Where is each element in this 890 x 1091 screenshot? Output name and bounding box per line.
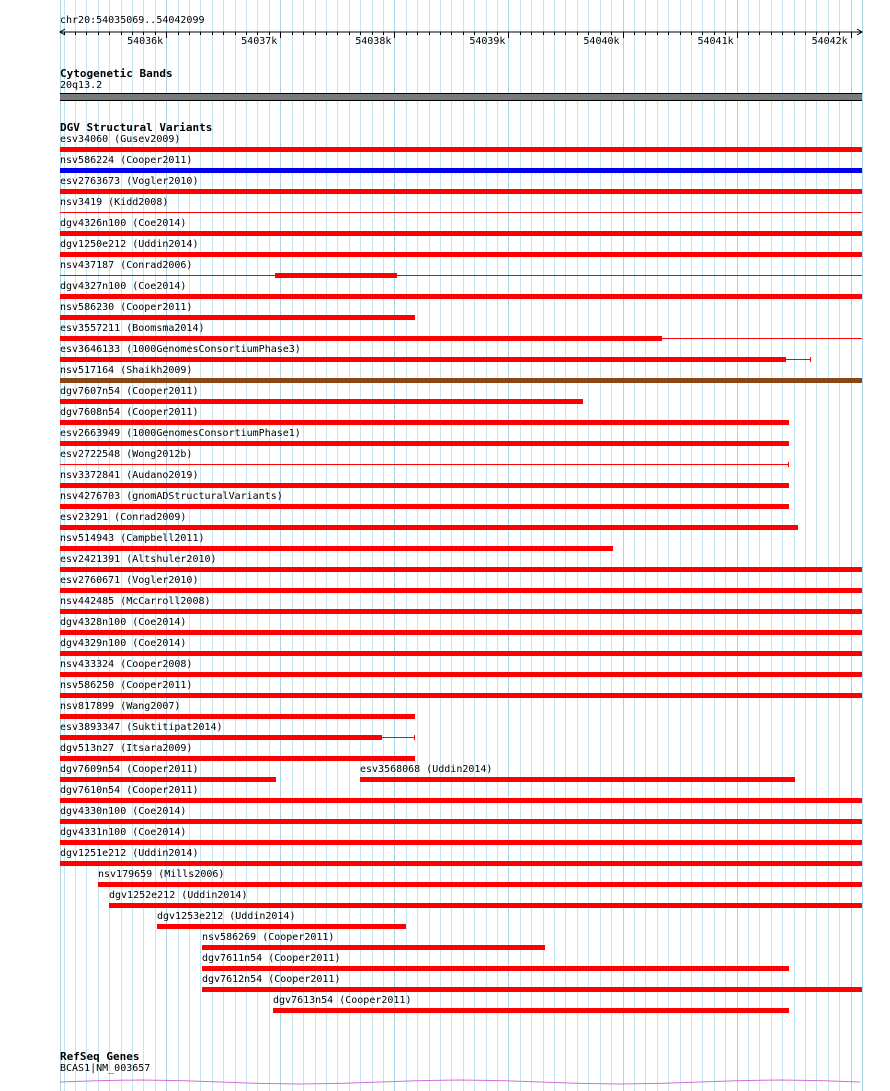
variant-bar[interactable] <box>60 756 415 761</box>
variant-bar[interactable] <box>202 945 545 950</box>
grid-line <box>623 0 624 1091</box>
variant-label[interactable]: esv2663949 (1000GenomesConsortiumPhase1) <box>60 428 301 439</box>
grid-line <box>691 0 692 1091</box>
variant-bar[interactable] <box>60 336 662 341</box>
variant-bar[interactable] <box>60 735 382 740</box>
variant-bar[interactable] <box>202 987 862 992</box>
variant-end-cap <box>788 462 789 467</box>
variant-bar[interactable] <box>60 252 862 257</box>
variant-end-cap <box>810 357 811 362</box>
grid-line <box>645 0 646 1091</box>
grid-edge <box>862 0 863 1091</box>
variant-bar[interactable] <box>360 777 795 782</box>
variant-label[interactable]: nsv514943 (Campbell2011) <box>60 533 205 544</box>
variant-bar[interactable] <box>60 294 862 299</box>
variant-label[interactable]: dgv1253e212 (Uddin2014) <box>157 911 296 922</box>
grid-line <box>748 0 749 1091</box>
grid-line <box>737 0 738 1091</box>
ruler-tick-label: 54039k <box>469 36 506 47</box>
variant-bar[interactable] <box>60 546 613 551</box>
variant-label[interactable]: nsv586224 (Cooper2011) <box>60 155 193 166</box>
grid-line <box>839 0 840 1091</box>
variant-label[interactable]: dgv4328n100 (Coe2014) <box>60 617 187 628</box>
grid-line <box>634 0 635 1091</box>
grid-line <box>828 0 829 1091</box>
variant-label[interactable]: dgv1250e212 (Uddin2014) <box>60 239 199 250</box>
variant-thin-line[interactable] <box>60 464 789 465</box>
variant-bar[interactable] <box>60 147 862 152</box>
refseq-gene-label[interactable]: BCAS1|NM_003657 <box>60 1063 151 1074</box>
variant-bar[interactable] <box>60 693 862 698</box>
ruler-tick-label: 54042k <box>811 36 848 47</box>
variant-label[interactable]: nsv517164 (Shaikh2009) <box>60 365 193 376</box>
variant-label[interactable]: dgv1251e212 (Uddin2014) <box>60 848 199 859</box>
variant-label[interactable]: esv3893347 (Suktitipat2014) <box>60 722 223 733</box>
variant-label[interactable]: dgv1252e212 (Uddin2014) <box>109 890 248 901</box>
variant-label[interactable]: dgv7612n54 (Cooper2011) <box>202 974 341 985</box>
cytoband-label: 20q13.2 <box>60 80 103 91</box>
variant-label[interactable]: dgv513n27 (Itsara2009) <box>60 743 193 754</box>
variant-label[interactable]: nsv3372841 (Audano2019) <box>60 470 199 481</box>
refseq-gene-line[interactable] <box>0 1074 890 1088</box>
variant-label[interactable]: esv3568068 (Uddin2014) <box>360 764 493 775</box>
grid-line <box>805 0 806 1091</box>
variant-bar[interactable] <box>60 504 789 509</box>
variant-bar[interactable] <box>60 672 862 677</box>
grid-line <box>668 0 669 1091</box>
variant-label[interactable]: esv2760671 (Vogler2010) <box>60 575 199 586</box>
variant-label[interactable]: dgv7607n54 (Cooper2011) <box>60 386 199 397</box>
variant-label[interactable]: dgv7610n54 (Cooper2011) <box>60 785 199 796</box>
grid-line <box>702 0 703 1091</box>
variant-label[interactable]: dgv4326n100 (Coe2014) <box>60 218 187 229</box>
variant-label[interactable]: nsv442485 (McCarroll2008) <box>60 596 211 607</box>
variant-bar[interactable] <box>109 903 862 908</box>
variant-bar[interactable] <box>60 567 862 572</box>
refseq-track-title[interactable]: RefSeq Genes <box>60 1050 140 1063</box>
variant-label[interactable]: dgv7609n54 (Cooper2011) <box>60 764 199 775</box>
location-label: chr20:54035069..54042099 <box>60 15 205 26</box>
grid-line <box>725 0 726 1091</box>
variant-bar[interactable] <box>60 189 862 194</box>
variant-label[interactable]: dgv4330n100 (Coe2014) <box>60 806 187 817</box>
grid-line <box>782 0 783 1091</box>
variant-label[interactable]: dgv4327n100 (Coe2014) <box>60 281 187 292</box>
dgv-track-title[interactable]: DGV Structural Variants <box>60 121 213 134</box>
variant-bar[interactable] <box>98 882 862 887</box>
variant-label[interactable]: nsv4276703 (gnomADStructuralVariants) <box>60 491 283 502</box>
variant-bar[interactable] <box>60 357 786 362</box>
variant-label[interactable]: esv34060 (Gusev2009) <box>60 134 181 145</box>
variant-bar[interactable] <box>60 630 862 635</box>
variant-label[interactable]: dgv4331n100 (Coe2014) <box>60 827 187 838</box>
variant-label[interactable]: nsv437187 (Conrad2006) <box>60 260 193 271</box>
grid-line <box>680 0 681 1091</box>
ruler-tick-label: 54041k <box>697 36 734 47</box>
variant-label[interactable]: dgv7608n54 (Cooper2011) <box>60 407 199 418</box>
cytoband-bar[interactable] <box>60 93 862 101</box>
ruler-tick-label: 54040k <box>583 36 620 47</box>
variant-bar[interactable] <box>60 861 862 866</box>
variant-bar[interactable] <box>60 588 862 593</box>
variant-label[interactable]: nsv586250 (Cooper2011) <box>60 680 193 691</box>
variant-label[interactable]: nsv433324 (Cooper2008) <box>60 659 193 670</box>
variant-thin-line[interactable] <box>60 212 862 213</box>
variant-bar[interactable] <box>60 315 415 320</box>
variant-bar[interactable] <box>60 777 276 782</box>
variant-label[interactable]: esv3557211 (Boomsma2014) <box>60 323 205 334</box>
variant-bar[interactable] <box>60 609 862 614</box>
variant-bar[interactable] <box>275 273 397 278</box>
variant-label[interactable]: esv2722548 (Wong2012b) <box>60 449 193 460</box>
variant-bar[interactable] <box>60 840 862 845</box>
variant-bar[interactable] <box>202 966 789 971</box>
variant-label[interactable]: esv2763673 (Vogler2010) <box>60 176 199 187</box>
variant-thin-line[interactable] <box>60 275 862 276</box>
ruler-tick-label: 54036k <box>127 36 164 47</box>
refseq-gene-path[interactable] <box>60 1080 860 1084</box>
variant-label[interactable]: nsv179659 (Mills2006) <box>98 869 225 880</box>
variant-bar[interactable] <box>60 819 862 824</box>
variant-bar[interactable] <box>157 924 406 929</box>
variant-bar[interactable] <box>60 420 789 425</box>
grid-line <box>657 0 658 1091</box>
grid-line <box>816 0 817 1091</box>
cytoband-track-title[interactable]: Cytogenetic Bands <box>60 67 173 80</box>
variant-label[interactable]: nsv586269 (Cooper2011) <box>202 932 335 943</box>
variant-label[interactable]: dgv7611n54 (Cooper2011) <box>202 953 341 964</box>
variant-bar[interactable] <box>60 651 862 656</box>
variant-label[interactable]: esv3646133 (1000GenomesConsortiumPhase3) <box>60 344 301 355</box>
variant-end-cap <box>414 735 415 740</box>
variant-label[interactable]: nsv3419 (Kidd2008) <box>60 197 169 208</box>
variant-bar[interactable] <box>60 231 862 236</box>
grid-line <box>794 0 795 1091</box>
variant-bar[interactable] <box>60 399 583 404</box>
variant-bar[interactable] <box>60 168 862 173</box>
grid-line <box>759 0 760 1091</box>
variant-label[interactable]: nsv586230 (Cooper2011) <box>60 302 193 313</box>
ruler-tick-label: 54037k <box>241 36 278 47</box>
variant-label[interactable]: esv23291 (Conrad2009) <box>60 512 187 523</box>
variant-label[interactable]: esv2421391 (Altshuler2010) <box>60 554 217 565</box>
variant-label[interactable]: dgv4329n100 (Coe2014) <box>60 638 187 649</box>
variant-label[interactable]: dgv7613n54 (Cooper2011) <box>273 995 412 1006</box>
grid-line <box>851 0 852 1091</box>
grid-line <box>771 0 772 1091</box>
variant-bar[interactable] <box>60 378 862 383</box>
variant-bar[interactable] <box>60 441 789 446</box>
grid-line <box>714 0 715 1091</box>
variant-bar[interactable] <box>60 714 415 719</box>
variant-label[interactable]: nsv817899 (Wang2007) <box>60 701 181 712</box>
variant-bar[interactable] <box>60 483 789 488</box>
variant-bar[interactable] <box>60 798 862 803</box>
variant-bar[interactable] <box>60 525 798 530</box>
variant-bar[interactable] <box>273 1008 789 1013</box>
ruler-tick-label: 54038k <box>355 36 392 47</box>
